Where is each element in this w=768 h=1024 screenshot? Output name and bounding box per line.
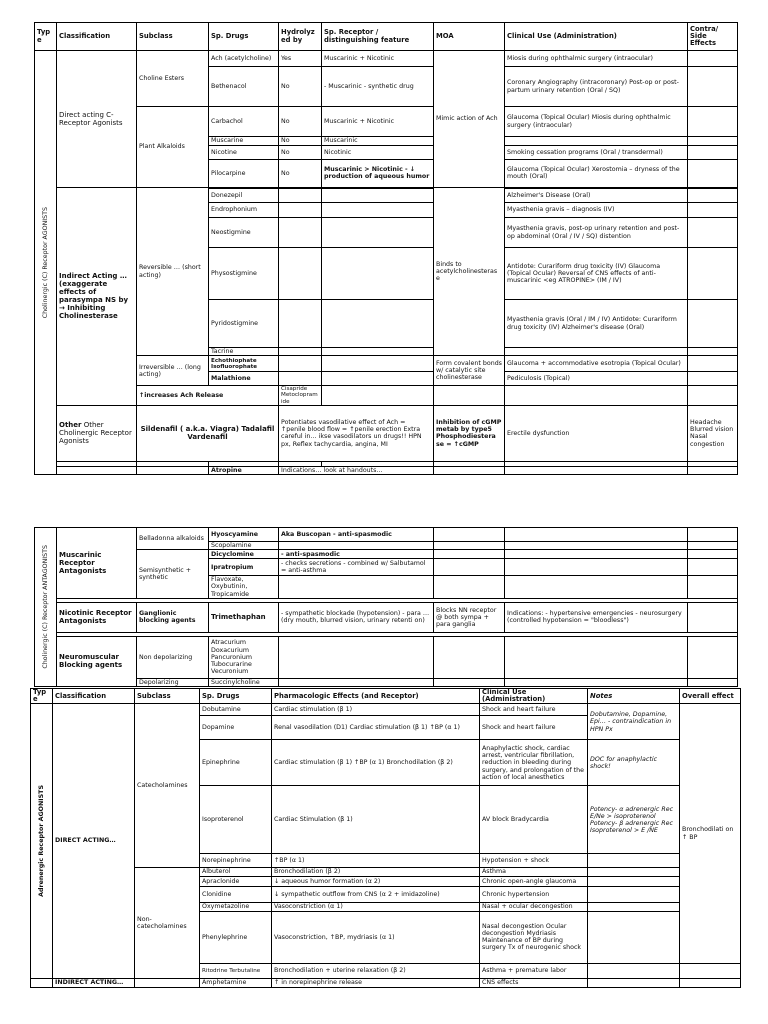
drug-nicotine: Nicotine	[209, 146, 279, 160]
neuromuscular-class: Neuromuscular Blocking agents	[57, 636, 137, 686]
blank-cell	[434, 466, 505, 474]
blank-cell	[680, 963, 741, 978]
other-agonists-class: Other Other Cholinergic Receptor Agonists	[57, 405, 137, 461]
use-bethenacol: Coronary Angiography (intracoronary) Post-op or post-partum urinary retention (Oral / SQ)	[505, 67, 688, 107]
blank-cell	[434, 542, 505, 550]
blank-cell	[505, 528, 688, 542]
drug-amphetamine: Amphetamine	[200, 978, 272, 987]
header-type: Typ e	[35, 23, 57, 51]
hydro-donezepil	[279, 188, 322, 203]
use-ach: Miosis during ophthalmic surgery (intraocular)	[505, 51, 688, 67]
drug-sildenafil: Sildenafil ( a.k.a. Viagra) Tadalafil Vardenafil	[137, 405, 279, 461]
effect-dobutamine: Cardiac stimulation (β 1)	[272, 704, 480, 716]
use-oxymetazoline: Nasal + ocular decongestion	[480, 902, 588, 911]
other-agonists-label: Other Cholinergic Receptor Agonists	[59, 421, 132, 446]
moa-mimic: Mimic action of Ach	[434, 51, 505, 188]
drug-muscarine: Muscarine	[209, 137, 279, 146]
contra-muscarine	[688, 137, 738, 146]
header-drugs: Sp. Drugs	[200, 689, 272, 704]
use-nicotine: Smoking cessation programs (Oral / transdermal)	[505, 146, 688, 160]
drug-dicyclomine: Dicyclomine	[209, 550, 279, 559]
receptor-pyridostigmine	[322, 300, 434, 348]
use-carbachol: Glaucoma (Topical Ocular) Miosis during ophthalmic surgery (intraocular)	[505, 107, 688, 137]
receptor-pilocarpine: Muscarinic > Nicotinic - ↓ production of aqueous humor	[322, 160, 434, 188]
contra-tacrine	[688, 348, 738, 356]
effect-flavoxate	[279, 576, 434, 599]
blank-cell	[505, 576, 688, 599]
receptor-endrophonium	[322, 203, 434, 218]
moa-cisapride	[505, 386, 688, 406]
receptor-echothiophate	[322, 356, 434, 372]
header-drugs: Sp. Drugs	[209, 23, 279, 51]
hydro-pyridostigmine	[279, 300, 322, 348]
blank-cell	[434, 636, 505, 678]
contra-donezepil	[688, 188, 738, 203]
effect-ipratropium: - checks secretions - combined w/ Salbutamol = anti-asthma	[279, 559, 434, 576]
use-echothiophate: Glaucoma + accommodative esotropia (Topical Ocular)	[505, 356, 688, 372]
increase-ach-release: ↑increases Ach Release	[137, 386, 279, 406]
cholinergic-antagonists-table	[34, 527, 738, 687]
use-physostigmine: Antidote: Curariform drug toxicity (IV) Glaucoma (Topical Ocular) Reversal of CNS effects of anti-muscarinic <eg ATROPINE> (IM / IV)	[505, 248, 688, 300]
adrenergic-type-label: Adrenergic Receptor AGONISTS	[31, 704, 53, 978]
blank-cell	[434, 550, 505, 559]
drug-physostigmine: Physostigmine	[209, 248, 279, 300]
subclass-catecholamines: Catecholamines	[135, 704, 200, 868]
use-ritodrine: Asthma + premature labor	[480, 963, 588, 978]
contra-bethenacol	[688, 67, 738, 107]
blank-cell	[688, 559, 738, 576]
blank-cell	[680, 978, 741, 987]
subclass-irreversible: Irreversible … (long acting)	[137, 356, 209, 386]
effect-dicyclomine: - anti-spasmodic	[279, 550, 434, 559]
use-epinephrine: Anaphylactic shock, cardiac arrest, ventricular fibrillation, reduction in bleeding during surgery, and prolongation of the action of local anesthetics	[480, 740, 588, 786]
drug-cisapride: Cisapride Metoclopramide	[279, 386, 322, 406]
header-subclass: Subclass	[135, 689, 200, 704]
use-malathione: Pediculosis (Topical)	[505, 372, 688, 386]
blank-cell	[505, 636, 688, 678]
contra-echothiophate	[688, 356, 738, 372]
effect-norepinephrine: ↑BP (α 1)	[272, 854, 480, 868]
header-subclass: Subclass	[137, 23, 209, 51]
drug-endrophonium: Endrophonium	[209, 203, 279, 218]
receptor-nicotine: Nicotinic	[322, 146, 434, 160]
blank-cell	[279, 636, 434, 678]
blank-cell	[434, 576, 505, 599]
contra-carbachol	[688, 107, 738, 137]
blank-cell	[135, 978, 200, 987]
nicotinic-class: Nicotinic Receptor Antagonists	[57, 602, 137, 632]
hydro-echothiophate	[279, 356, 322, 372]
subclass-reversible: Reversible … (short acting)	[137, 188, 209, 356]
moa-covalent: Form covalent bonds w/ catalytic site cholinesterase	[434, 356, 505, 386]
effect-phenylephrine: Vasoconstriction, ↑BP, mydriasis (α 1)	[272, 911, 480, 963]
blank-cell	[688, 636, 738, 678]
hydro-cisapride	[322, 386, 434, 406]
contra-pyridostigmine	[688, 300, 738, 348]
blank-cell	[57, 466, 137, 474]
blank-cell	[588, 876, 680, 886]
drug-tacrine: Tacrine	[209, 348, 279, 356]
contra-sildenafil: Headache Blurred vision Nasal congestion	[688, 405, 738, 461]
receptor-tacrine	[322, 348, 434, 356]
contra-pilocarpine	[688, 160, 738, 188]
type-label: Cholinergic (C) Receptor AGONISTS	[35, 51, 57, 475]
use-apraclonide: Chronic open-angle glaucoma	[480, 876, 588, 886]
blank-cell	[588, 902, 680, 911]
hydro-muscarine: No	[279, 137, 322, 146]
receptor-malathione	[322, 372, 434, 386]
muscarinic-class: Muscarinic Receptor Antagonists	[57, 528, 137, 599]
hydro-nicotine: No	[279, 146, 322, 160]
use-cisapride	[688, 386, 738, 406]
drug-phenylephrine: Phenylephrine	[200, 911, 272, 963]
drug-isoproterenol: Isoproterenol	[200, 786, 272, 854]
drug-bethenacol: Bethenacol	[209, 67, 279, 107]
drug-oxymetazoline: Oxymetazoline	[200, 902, 272, 911]
drug-succinylcholine: Succinylcholine	[209, 678, 279, 686]
indirect-acting: INDIRECT ACTING…	[53, 978, 135, 987]
use-sildenafil: Erectile dysfunction	[505, 405, 688, 461]
blank-cell	[688, 576, 738, 599]
header-clinical-use: Clinical Use (Administration)	[505, 23, 688, 51]
effect-epinephrine: Cardiac stimulation (β 1) ↑BP (α 1) Bronchodilation (β 2)	[272, 740, 480, 786]
note-epinephrine: DOC for anaphylactic shock!	[588, 740, 680, 786]
effect-isoproterenol: Cardiac Stimulation (β 1)	[272, 786, 480, 854]
blank-cell	[688, 528, 738, 542]
drug-scopolamine: Scopolamine	[209, 542, 279, 550]
use-albuterol: Asthma	[480, 868, 588, 876]
header-classification: Classification	[57, 23, 137, 51]
drug-ritodrine: Ritodrine Terbutaline	[200, 963, 272, 978]
drug-pilocarpine: Pilocarpine	[209, 160, 279, 188]
blank-cell	[505, 542, 688, 550]
effect-clonidine: ↓ sympathetic outflow from CNS (α 2 + imidazoline)	[272, 886, 480, 902]
receptor-neostigmine	[322, 218, 434, 248]
use-norepinephrine: Hypotension + shock	[480, 854, 588, 868]
contra-physostigmine	[688, 248, 738, 300]
note-isoproterenol: Potency- α adrenergic Rec E/Ne > isoproterenol Potency- β adrenergic Rec Isoproterenol > E /NE	[588, 786, 680, 854]
drug-epinephrine: Epinephrine	[200, 740, 272, 786]
effect-albuterol: Bronchodilation (β 2)	[272, 868, 480, 876]
header-type: Typ e	[31, 689, 53, 704]
use-isoproterenol: AV block Bradycardia	[480, 786, 588, 854]
contra-endrophonium	[688, 203, 738, 218]
header-moa: MOA	[434, 23, 505, 51]
blank-cell	[31, 978, 53, 987]
drug-malathione: Malathione	[209, 372, 279, 386]
blank-cell	[588, 886, 680, 902]
blank-cell	[505, 559, 688, 576]
use-amphetamine: CNS effects	[480, 978, 588, 987]
header-overall: Overall effect	[680, 689, 741, 704]
contra-nicotine	[688, 146, 738, 160]
header-contra: Contra/ Side Effects	[688, 23, 738, 51]
use-tacrine	[505, 348, 688, 356]
effect-scopolamine	[279, 542, 434, 550]
blank-cell	[588, 978, 680, 987]
subclass-belladonna: Belladonna alkaloids	[137, 528, 209, 550]
hydro-neostigmine	[279, 218, 322, 248]
blank-cell	[688, 678, 738, 686]
blank-cell	[505, 466, 688, 474]
header-classification: Classification	[53, 689, 135, 704]
blank-cell	[688, 466, 738, 474]
drugs-non-depolarizing: Atracurium Doxacurium Pancuronium Tubocurarine Vecuronium	[209, 636, 279, 678]
hydro-malathione	[279, 372, 322, 386]
use-pilocarpine: Glaucoma (Topical Ocular) Xerostomia – dryness of the mouth (Oral)	[505, 160, 688, 188]
blank-cell	[434, 528, 505, 542]
blank-cell	[434, 559, 505, 576]
cholinergic-agonists-table	[34, 22, 738, 475]
effect-trimethaphan: - sympathetic blockade (hypotension) - para … (dry mouth, blurred vision, urinary retenti on)	[279, 602, 434, 632]
drug-ach: Ach (acetylcholine)	[209, 51, 279, 67]
receptor-physostigmine	[322, 248, 434, 300]
receptor-bethenacol: - Muscarinic - synthetic drug	[322, 67, 434, 107]
use-phenylephrine: Nasal decongestion Ocular decongestion Mydriasis Maintenance of BP during surgery Tx of neurogenic shock	[480, 911, 588, 963]
drug-hyoscyamine: Hyoscyamine	[209, 528, 279, 542]
effect-sildenafil: Potentiates vasodilative effect of Ach = ↑penile blood flow = ↑penile erection Extra careful in… ikse vasodilators un drugs!! HPN px, Reflex tachycardia, angina, MI	[279, 405, 434, 461]
subclass-non-depolarizing: Non depolarizing	[137, 636, 209, 678]
drug-echothiophate: Echothiophate Isofluorophate	[209, 356, 279, 372]
hydro-pilocarpine: No	[279, 160, 322, 188]
header-notes: Notes	[588, 689, 680, 704]
effect-oxymetazoline: Vasoconstriction (α 1)	[272, 902, 480, 911]
header-clinical-use: Clinical Use (Administration)	[480, 689, 588, 704]
hydro-tacrine	[279, 348, 322, 356]
antagonist-type-label: Cholinergic (C) Receptor ANTAGONISTS	[35, 528, 57, 687]
blank-cell	[505, 550, 688, 559]
blank-cell	[688, 602, 738, 632]
header-receptor: Sp. Receptor / distinguishing feature	[322, 23, 434, 51]
drug-pyridostigmine: Pyridostigmine	[209, 300, 279, 348]
moa-cgmp: Inhibition of cGMP metab by type5 Phosphodiestera se = ↑cGMP	[434, 405, 505, 461]
subclass-plant-alkaloids: Plant Alkaloids	[137, 107, 209, 188]
drug-apraclonide: Apraclonide	[200, 876, 272, 886]
note-dobutamine: Dobutamine, Dopamine, Epi… - contraindication in HPN Px	[588, 704, 680, 740]
header-hydrolyzed: Hydrolyz ed by	[279, 23, 322, 51]
use-donezepil: Alzheimer's Disease (Oral)	[505, 188, 688, 203]
receptor-cisapride	[434, 386, 505, 406]
contra-ach	[688, 51, 738, 67]
subclass-choline-esters: Choline Esters	[137, 51, 209, 107]
drug-donezepil: Donezepil	[209, 188, 279, 203]
hydro-bethenacol: No	[279, 67, 322, 107]
drug-albuterol: Albuterol	[200, 868, 272, 876]
subclass-semisynthetic: Semisynthetic + synthetic	[137, 550, 209, 599]
overall-effect: Bronchodilati on ↑ BP	[680, 704, 741, 963]
blank-cell	[688, 550, 738, 559]
indirect-acting-class: Indirect Acting … (exaggerate effects of parasympa NS by → Inhibiting Cholinesterase	[57, 188, 137, 406]
use-trimethaphan: Indications: - hypertensive emergencies - neurosurgery (controlled hypotension = "bloodless")	[505, 602, 688, 632]
hydro-physostigmine	[279, 248, 322, 300]
blank-cell	[505, 678, 688, 686]
contra-malathione	[688, 372, 738, 386]
receptor-muscarine: Muscarinic	[322, 137, 434, 146]
blank-cell	[688, 542, 738, 550]
use-pyridostigmine: Myasthenia gravis (Oral / IM / IV) Antidote: Curariform drug toxicity (IV) Alzheimer's disease (Oral)	[505, 300, 688, 348]
use-muscarine	[505, 137, 688, 146]
adrenergic-agonists-table	[30, 688, 741, 988]
direct-acting-class: Direct acting C-Receptor Agonists	[57, 51, 137, 188]
contra-neostigmine	[688, 218, 738, 248]
effect-dopamine: Renal vasodilation (D1) Cardiac stimulation (β 1) ↑BP (α 1)	[272, 716, 480, 740]
receptor-donezepil	[322, 188, 434, 203]
blank-cell	[137, 466, 209, 474]
drug-atropine: Atropine	[209, 466, 279, 474]
blank-cell	[588, 911, 680, 963]
drug-ipratropium: Ipratropium	[209, 559, 279, 576]
effect-apraclonide: ↓ aqueous humor formation (α 2)	[272, 876, 480, 886]
blank-cell	[588, 868, 680, 876]
use-dobutamine: Shock and heart failure	[480, 704, 588, 716]
blank-cell	[588, 963, 680, 978]
blank-cell	[588, 854, 680, 868]
header-effects: Pharmacologic Effects (and Receptor)	[272, 689, 480, 704]
drug-neostigmine: Neostigmine	[209, 218, 279, 248]
hydro-ach: Yes	[279, 51, 322, 67]
use-clonidine: Chronic hypertension	[480, 886, 588, 902]
use-dopamine: Shock and heart failure	[480, 716, 588, 740]
subclass-non-catecholamines: Non-catecholamines	[135, 868, 200, 978]
effect-amphetamine: ↑ in norepinephrine release	[272, 978, 480, 987]
subclass-depolarizing: Depolarizing	[137, 678, 209, 686]
direct-acting: DIRECT ACTING…	[53, 704, 135, 978]
hydro-carbachol: No	[279, 107, 322, 137]
hydro-endrophonium	[279, 203, 322, 218]
blank-cell	[434, 678, 505, 686]
use-neostigmine: Myasthenia gravis, post-op urinary retention and post-op abdominal (Oral / IV / SQ) distention	[505, 218, 688, 248]
moa-trimethaphan: Blocks NN receptor @ both sympa + para ganglia	[434, 602, 505, 632]
drug-flavoxate: Flavoxate, Oxybutinin, Tropicamide	[209, 576, 279, 599]
effect-hyoscyamine: Aka Buscopan - anti-spasmodic	[279, 528, 434, 542]
use-endrophonium: Myasthenia gravis – diagnosis (IV)	[505, 203, 688, 218]
drug-carbachol: Carbachol	[209, 107, 279, 137]
subclass-ganglionic: Ganglionic blocking agents	[137, 602, 209, 632]
drug-clonidine: Clonidine	[200, 886, 272, 902]
drug-trimethaphan: Trimethaphan	[209, 602, 279, 632]
receptor-ach: Muscarinic + Nicotinic	[322, 51, 434, 67]
receptor-carbachol: Muscarinic + Nicotinic	[322, 107, 434, 137]
blank-cell	[279, 678, 434, 686]
moa-binds: Binds to acetylcholinesteras e	[434, 188, 505, 356]
drug-dopamine: Dopamine	[200, 716, 272, 740]
drug-norepinephrine: Norepinephrine	[200, 854, 272, 868]
effect-ritodrine: Bronchodilation + uterine relaxation (β 2)	[272, 963, 480, 978]
drug-dobutamine: Dobutamine	[200, 704, 272, 716]
note-atropine: Indications… look at handouts…	[279, 466, 434, 474]
